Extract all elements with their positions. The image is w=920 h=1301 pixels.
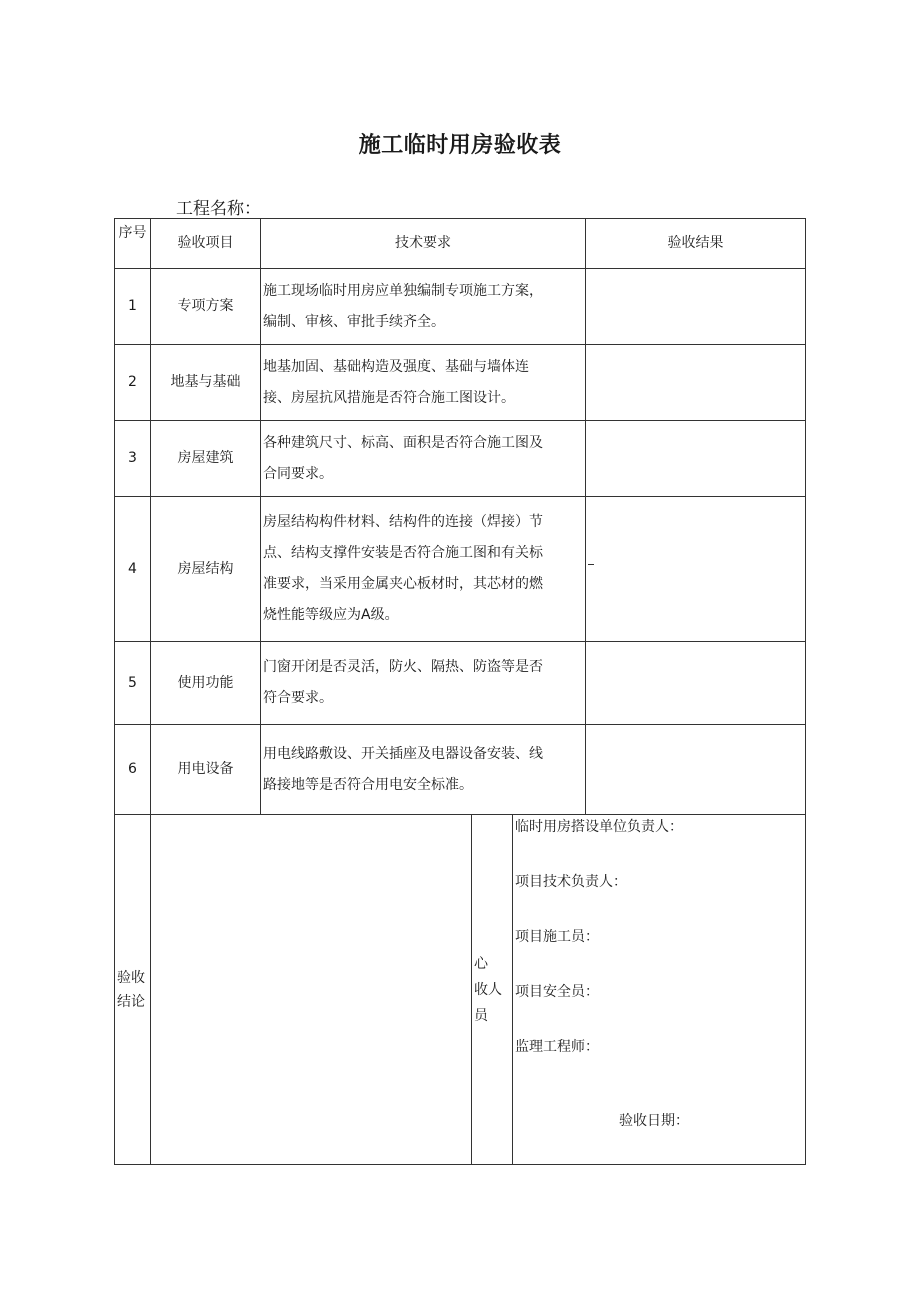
- row-result[interactable]: [586, 725, 806, 815]
- row-requirement: [261, 421, 586, 497]
- header-item: 验收项目: [151, 219, 261, 269]
- signature-cell: [513, 815, 806, 1165]
- table-row: [115, 269, 806, 345]
- row-number: 2: [115, 345, 151, 421]
- row-item: 房屋建筑: [151, 421, 261, 497]
- requirement-line: 施工现场临时用房应单独编制专项施工方案，: [263, 282, 543, 299]
- requirement-line: 接、房屋抗风措施是否符合施工图设计。: [263, 389, 515, 406]
- page-title: 施工临时用房验收表: [358, 133, 562, 158]
- result-mark: [588, 564, 594, 565]
- requirement-line: 房屋结构构件材料、结构件的连接（焊接）节: [263, 514, 543, 530]
- row-result[interactable]: [586, 421, 806, 497]
- row-result[interactable]: [586, 642, 806, 725]
- row-result[interactable]: [586, 269, 806, 345]
- table-row: [115, 725, 806, 815]
- row-number: 6: [115, 725, 151, 815]
- row-result[interactable]: [586, 497, 806, 642]
- row-number: 4: [115, 497, 151, 642]
- table-row: [115, 421, 806, 497]
- requirement-line: 点、结构支撑件安装是否符合施工图和有关标: [263, 545, 543, 561]
- inspectors-label: 心 收人 员: [472, 815, 513, 1165]
- signature-constructor[interactable]: 项目施工员：: [515, 929, 599, 945]
- table-row: [115, 345, 806, 421]
- header-requirement: 技术要求: [261, 219, 586, 269]
- row-item: 专项方案: [151, 269, 261, 345]
- requirement-line: 用电线路敷设、开关插座及电器设备安装、线: [263, 745, 543, 762]
- requirement-line: 准要求，当采用金属夹心板材时，其芯材的燃: [263, 576, 543, 592]
- row-item: 房屋结构: [151, 497, 261, 642]
- acceptance-table: [114, 218, 806, 1165]
- acceptance-date[interactable]: 验收日期：: [619, 1113, 689, 1129]
- table-row: [115, 642, 806, 725]
- row-item: 地基与基础: [151, 345, 261, 421]
- project-name-line: [176, 194, 537, 219]
- signature-tech-head[interactable]: 项目技术负责人：: [515, 874, 627, 890]
- header-result: 验收结果: [586, 219, 806, 269]
- requirement-line: 烧性能等级应为A级。: [263, 607, 399, 623]
- project-name-label: 工程名称：: [176, 199, 261, 219]
- header-seq: 序号: [115, 219, 151, 269]
- signature-supervisor[interactable]: 监理工程师：: [515, 1039, 599, 1055]
- row-requirement: [261, 497, 586, 642]
- table-row: [115, 497, 806, 642]
- requirement-line: 符合要求。: [263, 690, 333, 706]
- row-number: 1: [115, 269, 151, 345]
- row-number: 3: [115, 421, 151, 497]
- row-item: 使用功能: [151, 642, 261, 725]
- row-requirement: [261, 269, 586, 345]
- row-item: 用电设备: [151, 725, 261, 815]
- conclusion-label: 验收 结论: [115, 815, 151, 1165]
- requirement-line: 合同要求。: [263, 465, 333, 482]
- row-result[interactable]: [586, 345, 806, 421]
- signature-builder-head[interactable]: 临时用房搭设单位负责人：: [515, 819, 683, 835]
- project-name-field[interactable]: [267, 200, 537, 219]
- requirement-line: 路接地等是否符合用电安全标准。: [263, 776, 473, 793]
- row-requirement: [261, 642, 586, 725]
- requirement-line: 地基加固、基础构造及强度、基础与墙体连: [263, 358, 529, 375]
- signature-safety-officer[interactable]: 项目安全员：: [515, 984, 599, 1000]
- requirement-line: 门窗开闭是否灵活，防火、隔热、防盗等是否: [263, 659, 543, 675]
- requirement-line: 各种建筑尺寸、标高、面积是否符合施工图及: [263, 434, 543, 451]
- conclusion-content[interactable]: [151, 815, 472, 1165]
- row-number: 5: [115, 642, 151, 725]
- row-requirement: [261, 725, 586, 815]
- requirement-line: 编制、审核、审批手续齐全。: [263, 313, 445, 330]
- conclusion-row: [115, 815, 806, 1165]
- row-requirement: [261, 345, 586, 421]
- table-header-row: [115, 219, 806, 269]
